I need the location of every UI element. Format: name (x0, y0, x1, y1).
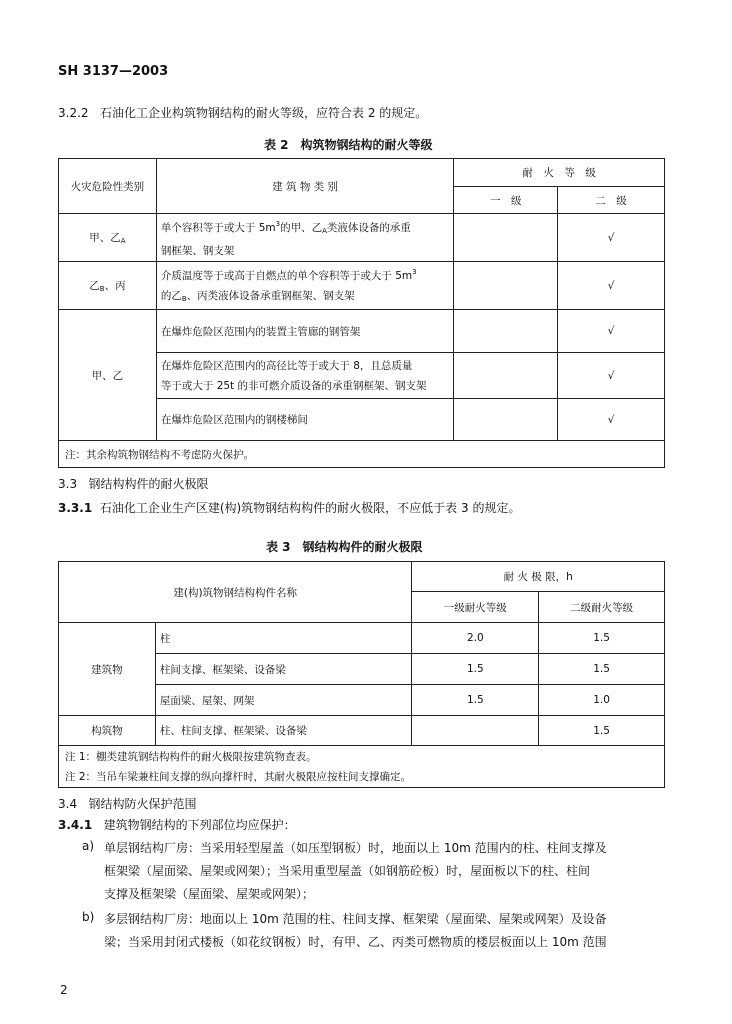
component-cell: 柱、柱间支撑、框架梁、设备梁 (155, 716, 412, 746)
description-cell: 单个容积等于或大于 $5m^3$的甲、乙$_A$类液体设备的承重 钢框架、钢支架 (156, 214, 453, 262)
category-cell: 乙$_B$、丙 (59, 262, 157, 310)
section-title: 钢结构防火保护范围 (88, 797, 197, 811)
table-row (59, 310, 665, 353)
grade2-check: √ (558, 214, 665, 262)
clause-3-4-1 (58, 816, 296, 833)
table3-caption: 表 3 钢结构构件的耐火极限 (266, 540, 423, 554)
group-cell: 构筑物 (59, 716, 156, 746)
grade2-value: 1.5 (539, 623, 665, 654)
clause-text: 石油化工企业构筑物钢结构的耐火等级，应符合表 2 的规定。 (100, 106, 428, 120)
grade1-cell (454, 214, 558, 262)
grade2-check: √ (558, 310, 665, 353)
grade2-check: √ (558, 399, 665, 441)
grade1-value (412, 716, 539, 746)
grade1-cell (454, 353, 558, 399)
item-b-line-2: 梁；当采用封闭式楼板（如花纹钢板）时，有甲、乙、丙类可燃物质的楼层板面以上 10m 范围 (104, 935, 607, 949)
clause-text: 建筑物钢结构的下列部位均应保护： (103, 818, 296, 832)
clause-number: 3.3.1 (58, 501, 93, 515)
table3-header-grade2: 二级耐火等级 (539, 592, 665, 623)
grade1-value: 1.5 (412, 654, 539, 685)
description-cell: 在爆炸危险区范围内的装置主管廊的钢管架 (156, 310, 453, 353)
section-3-3-heading (58, 475, 209, 492)
item-a-line-2: 框架梁（屋面梁、屋架或网架）；当采用重型屋盖（如钢筋砼板）时，屋面板以下的柱、柱间 (104, 864, 591, 878)
section-3-4-heading (58, 795, 197, 812)
grade2-check: √ (558, 262, 665, 310)
table3 (58, 561, 665, 788)
grade1-cell (454, 399, 558, 441)
description-cell: 在爆炸危险区范围内的高径比等于或大于 8，且总质量 等于或大于 25t 的非可燃介质设备的承重钢框架、钢支架 (156, 353, 453, 399)
table3-header-grade1: 一级耐火等级 (412, 592, 539, 623)
table2-header-name: 建 筑 物 类 别 (156, 159, 453, 214)
grade2-check: √ (558, 353, 665, 399)
item-a-line-3: 支撑及框架梁（屋面梁、屋架或网架）； (104, 887, 315, 901)
page-number: 2 (60, 983, 68, 997)
table-row (59, 214, 665, 262)
item-a-label: a) (82, 839, 95, 853)
table-row (59, 262, 665, 310)
description-cell: 介质温度等于或高于自燃点的单个容积等于或大于 $5m^3$ 的乙$_B$、丙类液体设备承重钢框架、钢支架 (156, 262, 453, 310)
table3-note-2: 注 2：当吊车梁兼柱间支撑的纵向撑杆时，其耐火极限应按柱间支撑确定。 (65, 770, 412, 783)
section-number: 3.4 (58, 797, 78, 811)
clause-text: 石油化工企业生产区建(构)筑物钢结构构件的耐火极限，不应低于表 3 的规定。 (99, 501, 521, 515)
component-cell: 柱 (155, 623, 412, 654)
table3-notes (59, 746, 665, 788)
item-b-line-1: 多层钢结构厂房：地面以上 10m 范围的柱、柱间支撑、框架梁（屋面梁、屋架或网架）及设备 (104, 912, 607, 926)
table2-note: 注：其余构筑物钢结构不考虑防火保护。 (59, 441, 665, 468)
table2-header-category: 火灾危险性类别 (59, 159, 157, 214)
section-title: 钢结构构件的耐火极限 (88, 477, 209, 491)
clause-3-3-1 (58, 499, 520, 516)
table-row (59, 623, 665, 654)
table2-header-grade2: 二 级 (558, 187, 665, 214)
category-cell: 甲、乙$_A$ (59, 214, 157, 262)
description-cell: 在爆炸危险区范围内的钢楼梯间 (156, 399, 453, 441)
table2-header-rating: 耐 火 等 级 (454, 159, 665, 187)
grade2-value: 1.5 (539, 716, 665, 746)
grade1-cell (454, 310, 558, 353)
clause-3-2-2 (58, 104, 427, 121)
group-cell: 建筑物 (59, 623, 156, 716)
grade2-value: 1.0 (539, 685, 665, 716)
grade2-value: 1.5 (539, 654, 665, 685)
table2 (58, 158, 665, 468)
grade1-cell (454, 262, 558, 310)
table2-header-grade1: 一 级 (454, 187, 558, 214)
grade1-value: 2.0 (412, 623, 539, 654)
component-cell: 柱间支撑、框架梁、设备梁 (155, 654, 412, 685)
table-row (59, 716, 665, 746)
table3-header-limit: 耐 火 极 限，h (412, 562, 665, 592)
grade1-value: 1.5 (412, 685, 539, 716)
table2-caption: 表 2 构筑物钢结构的耐火等级 (264, 138, 433, 152)
table3-header-name: 建(构)筑物钢结构构件名称 (59, 562, 412, 623)
category-cell: 甲、乙 (59, 310, 157, 441)
clause-number: 3.4.1 (58, 818, 93, 832)
item-a-line-1: 单层钢结构厂房：当采用轻型屋盖（如压型钢板）时，地面以上 10m 范围内的柱、柱间支撑及 (104, 841, 607, 855)
document-code: SH 3137—2003 (58, 64, 169, 79)
item-b-label: b) (82, 910, 95, 924)
clause-number: 3.2.2 (58, 106, 89, 120)
component-cell: 屋面梁、屋架、网架 (155, 685, 412, 716)
section-number: 3.3 (58, 477, 78, 491)
table3-note-1: 注 1：棚类建筑钢结构构件的耐火极限按建筑物查表。 (65, 750, 317, 763)
